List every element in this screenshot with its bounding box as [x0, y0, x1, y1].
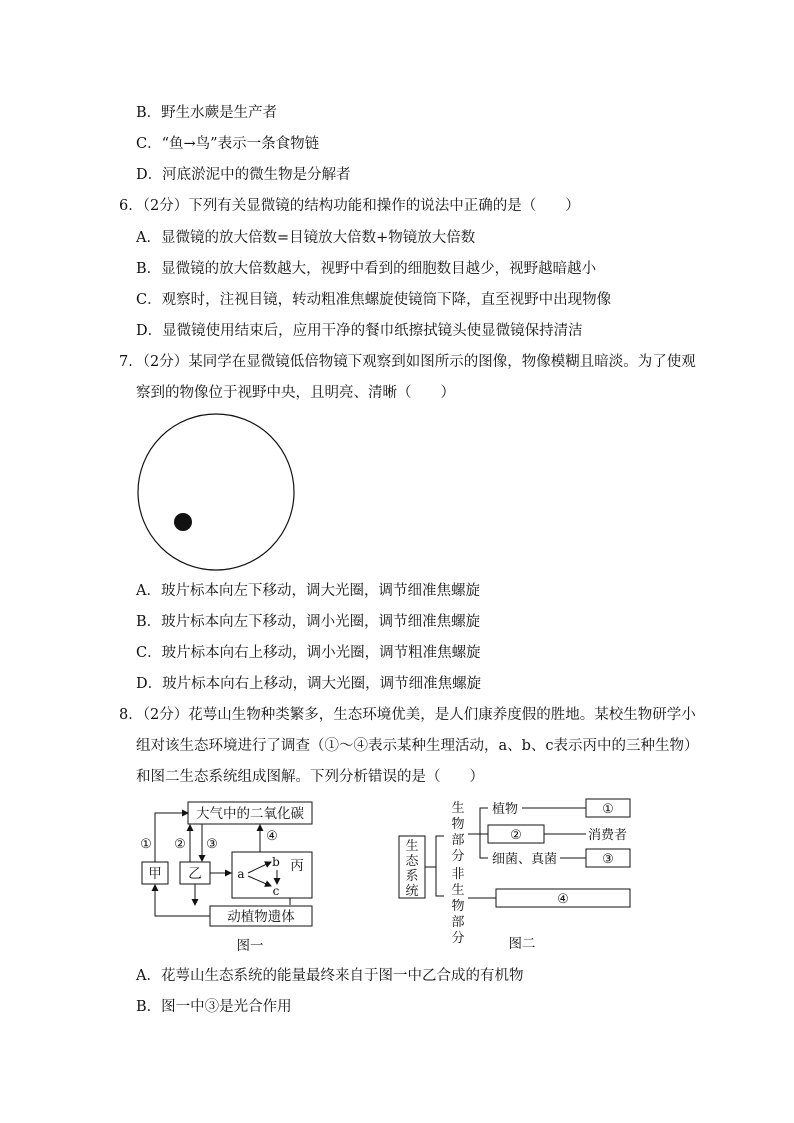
question-6-option-d: D．显微镜使用结束后，应用干净的餐巾纸擦拭镜头使显微镜保持清洁: [136, 323, 583, 339]
process-2: ②: [174, 837, 186, 852]
fig2-number-1: ①: [602, 802, 614, 817]
option-c: C．“鱼→鸟”表示一条食物链: [136, 136, 320, 152]
figure-2-ecosystem-composition: [396, 796, 636, 954]
co2-label: 大气中的二氧化碳: [196, 806, 304, 822]
yi-label: 乙: [188, 866, 202, 882]
question-7-stem-line-1: 7．（2分）某同学在显微镜低倍物镜下观察到如图所示的图像，物像模糊且暗淡。为了使观: [119, 354, 696, 370]
organism-b: b: [272, 855, 280, 869]
specimen-dot: [174, 513, 192, 531]
question-8-option-a: A．花萼山生态系统的能量最终来自于图一中乙合成的有机物: [136, 968, 524, 984]
option-d: D．河底淤泥中的微生物是分解者: [136, 167, 351, 183]
question-6-option-c: C．观察时，注视目镜，转动粗准焦螺旋使镜筒下降，直至视野中出现物像: [136, 292, 612, 308]
question-8-stem-line-1: 8．（2分）花萼山生物种类繁多，生态环境优美，是人们康养度假的胜地。某校生物研学小: [119, 707, 696, 723]
organism-c: c: [272, 884, 280, 898]
question-6-stem: 6．（2分）下列有关显微镜的结构功能和操作的说法中正确的是（ ）: [119, 198, 580, 214]
option-b: B．野生水蕨是生产者: [136, 105, 278, 121]
bacteria-fungi-label: 细菌、真菌: [492, 852, 558, 867]
process-4: ④: [266, 829, 278, 844]
bio-part-label: 生物部分: [451, 801, 465, 864]
question-7-option-a: A．玻片标本向左下移动，调大光圈，调节细准焦螺旋: [136, 583, 480, 599]
fig2-number-2: ②: [510, 828, 522, 843]
plant-label: 植物: [492, 802, 519, 817]
question-6-option-b: B．显微镜的放大倍数越大，视野中看到的细胞数目越少，视野越暗越小: [136, 261, 597, 277]
question-7-stem-line-2: 察到的物像位于视野中央，且明亮、清晰（ ）: [136, 385, 455, 401]
field-of-view-circle: [138, 414, 294, 570]
figure-1-carbon-cycle: [130, 798, 390, 958]
consumer-label: 消费者: [588, 828, 628, 843]
figure-2-caption: 图二: [508, 936, 536, 952]
question-7-option-b: B．玻片标本向左下移动，调小光圈，调节细准焦螺旋: [136, 614, 481, 630]
microscope-field-figure: [136, 412, 298, 574]
question-7-option-c: C．玻片标本向右上移动，调小光圈，调节粗准焦螺旋: [136, 645, 481, 661]
process-1: ①: [140, 837, 152, 852]
organism-a: a: [237, 867, 245, 881]
question-8-option-b: B．图一中③是光合作用: [136, 999, 292, 1015]
question-7-option-d: D．玻片标本向右上移动，调大光圈，调节细准焦螺旋: [136, 676, 482, 692]
jia-label: 甲: [148, 866, 162, 882]
nonbio-part-label: 非生物部分: [451, 867, 465, 946]
ecosystem-label: 生态系统: [405, 839, 419, 899]
process-3: ③: [206, 837, 218, 852]
question-8-stem-line-2: 组对该生态环境进行了调查（①～④表示某种生理活动，a、b、c表示丙中的三种生物）: [136, 738, 699, 754]
fig2-number-3: ③: [602, 852, 614, 867]
fig2-number-4: ④: [557, 892, 569, 907]
bing-label: 丙: [290, 858, 304, 874]
remains-label: 动植物遗体: [227, 909, 295, 925]
figure-1-caption: 图一: [236, 938, 264, 954]
question-8-stem-line-3: 和图二生态系统组成图解。下列分析错误的是（ ）: [136, 769, 484, 785]
question-6-option-a: A．显微镜的放大倍数=目镜放大倍数+物镜放大倍数: [136, 230, 476, 246]
